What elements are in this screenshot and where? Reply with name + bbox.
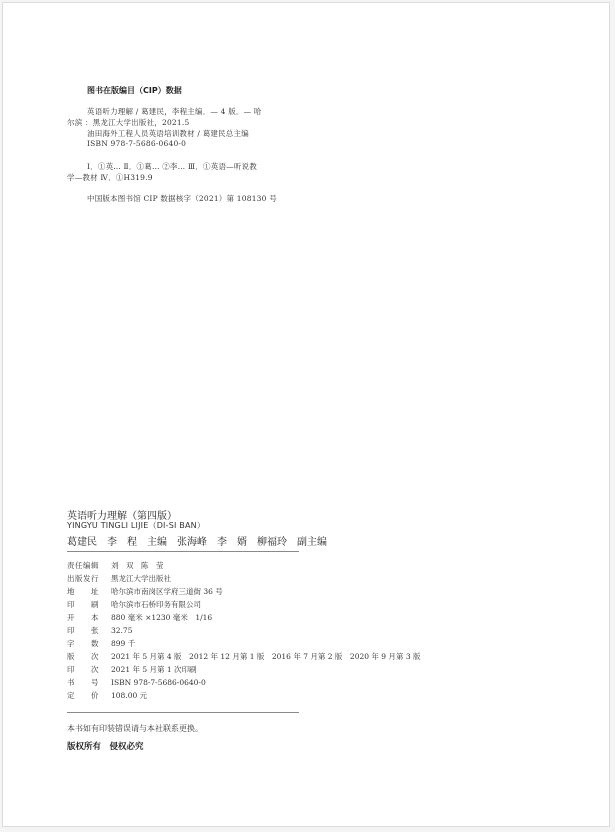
info-value: 32.75 — [111, 626, 133, 635]
info-row — [67, 677, 206, 688]
info-row — [67, 638, 135, 649]
info-row — [67, 625, 132, 636]
book-pinyin-title: YINGYU TINGLI LIJIE（DI-SI BAN） — [67, 521, 206, 530]
info-row — [67, 560, 164, 571]
info-label: 印 刷 — [67, 600, 99, 609]
info-label: 印 次 — [67, 665, 99, 674]
info-value: 哈尔滨市南岗区学府三道街 36 号 — [111, 587, 223, 596]
rights-statement: 版权所有 侵权必究 — [67, 742, 144, 752]
info-value: 哈尔滨市石桥印务有限公司 — [111, 600, 201, 609]
info-row — [67, 599, 201, 610]
info-label: 定 价 — [67, 691, 99, 700]
info-label: 字 数 — [67, 639, 99, 648]
info-row — [67, 690, 147, 701]
cip-line-3: 油田海外工程人员英语培训教材 / 葛建民总主编 — [87, 129, 249, 138]
info-label: 版 次 — [67, 652, 99, 661]
divider-bottom — [67, 712, 299, 713]
info-label: 责任编辑 — [67, 561, 99, 570]
replacement-note: 本书如有印装错误请与本社联系更换。 — [67, 724, 203, 733]
info-value: 880 毫米 ×1230 毫米 1/16 — [111, 613, 213, 622]
book-title: 英语听力理解（第四版） — [67, 511, 177, 522]
info-row — [67, 651, 420, 662]
info-value: 899 千 — [111, 639, 136, 648]
info-value: 2021 年 5 月第 4 版 2012 年 12 月第 1 版 2016 年 7 月第 2 版 2020 年 9 月第 3 版 — [111, 652, 421, 661]
divider-top — [67, 551, 299, 552]
info-row — [67, 586, 223, 597]
cip-record-number: 中国版本图书馆 CIP 数据核字（2021）第 108130 号 — [87, 194, 277, 203]
cip-line-2: 尔滨 ：黑龙江大学出版社，2021.5 — [67, 118, 190, 127]
cip-classification-2: 学—教材 Ⅳ．①H319.9 — [67, 173, 153, 182]
info-label: 地 址 — [67, 587, 99, 596]
info-row — [67, 612, 212, 623]
info-value: ISBN 978-7-5686-0640-0 — [111, 678, 206, 687]
copyright-page — [2, 2, 610, 827]
cip-classification-1: Ⅰ．①英… Ⅱ．①葛… ②李… Ⅲ．①英语—听说教 — [87, 162, 257, 171]
info-row — [67, 664, 197, 675]
info-value: 黑龙江大学出版社 — [111, 574, 171, 583]
info-row — [67, 573, 171, 584]
info-value: 刘 双 陈 莹 — [111, 561, 164, 570]
info-label: 印 张 — [67, 626, 99, 635]
info-label: 开 本 — [67, 613, 99, 622]
cip-isbn: ISBN 978-7-5686-0640-0 — [87, 139, 187, 148]
cip-heading: 图书在版编目（CIP）数据 — [87, 86, 182, 95]
info-label: 书 号 — [67, 678, 99, 687]
book-editors: 葛建民 李 程 主编 张海峰 李 婿 柳福玲 副主编 — [67, 537, 327, 548]
info-value: 2021 年 5 月第 1 次印刷 — [111, 665, 197, 674]
cip-line-1: 英语听力理解 / 葛建民，李程主编．— 4 版．— 哈 — [87, 107, 262, 116]
info-label: 出版发行 — [67, 574, 99, 583]
info-value: 108.00 元 — [111, 691, 148, 700]
